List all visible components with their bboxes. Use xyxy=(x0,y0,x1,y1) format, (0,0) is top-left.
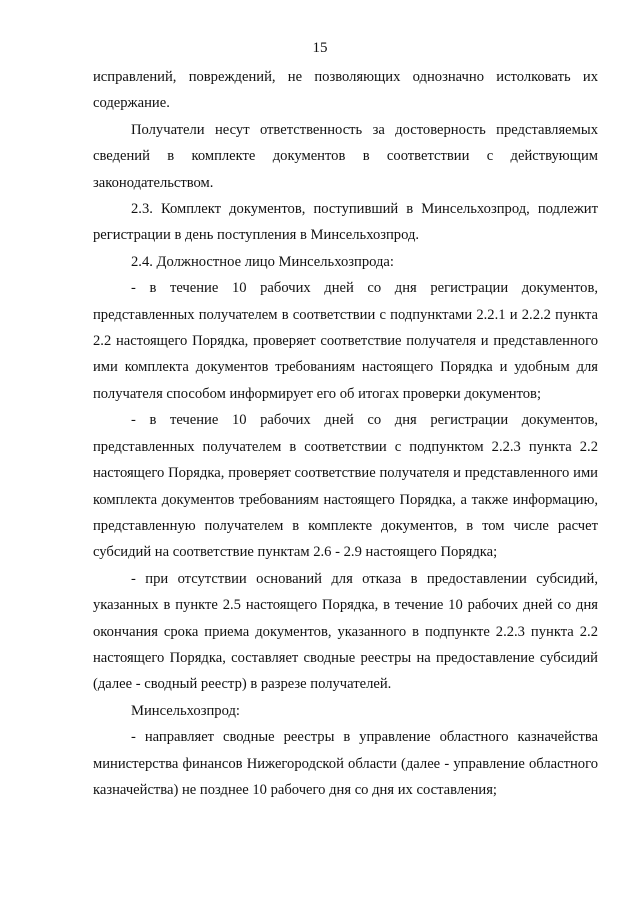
paragraph: - при отсутствии оснований для отказа в предоставлении субсидий, указанных в пункте 2.5 настоящего Порядка, в течение 10 рабочих дней со дня окончания срока приема документов, указанного в подпункте 2.2.3 пункта 2.2 настоящего Порядка, составляет сводные реестры на предоставление субсидий (далее - сводный реестр) в разрезе получателей. xyxy=(93,570,598,693)
paragraph: 2.3. Комплект документов, поступивший в Минсельхозпрод, подлежит регистрации в день поступления в Минсельхозпрод. xyxy=(93,201,598,244)
paragraph: - в течение 10 рабочих дней со дня регистрации документов, представленных получателем в соответствии с подпунктами 2.2.1 и 2.2.2 пункта 2.2 настоящего Порядка, проверяет соответствие получателя и представленного ими комплекта документов требованиям настоящего Порядка и удобным для получателя способом информирует его об итогах проверки документов; xyxy=(93,280,598,402)
paragraph: Получатели несут ответственность за достоверность представляемых сведений в комплекте документов в соответствии с действующим законодательством. xyxy=(93,121,598,191)
paragraph: - направляет сводные реестры в управление областного казначейства министерства финансов Нижегородской области (далее - управление областного казначейства) не позднее 10 рабочего дня со дня их составления; xyxy=(93,729,598,798)
paragraph: исправлений, повреждений, не позволяющих однозначно истолковать их содержание. xyxy=(93,69,598,112)
paragraph: Минсельхозпрод: xyxy=(131,702,240,719)
paragraph: - в течение 10 рабочих дней со дня регистрации документов, представленных получателем в соответствии с подпунктом 2.2.3 пункта 2.2 настоящего Порядка, проверяет соответствие получателя и представленного ими комплекта документов требованиям настоящего Порядка, а также информацию, представленную получателем в комплекте документов, в том числе расчет субсидий на соответствие пунктам 2.6 - 2.9 настоящего Порядка; xyxy=(93,412,598,561)
document-body xyxy=(93,64,598,803)
page-number: 15 xyxy=(312,40,328,56)
paragraph: 2.4. Должностное лицо Минсельхозпрода: xyxy=(131,253,394,270)
